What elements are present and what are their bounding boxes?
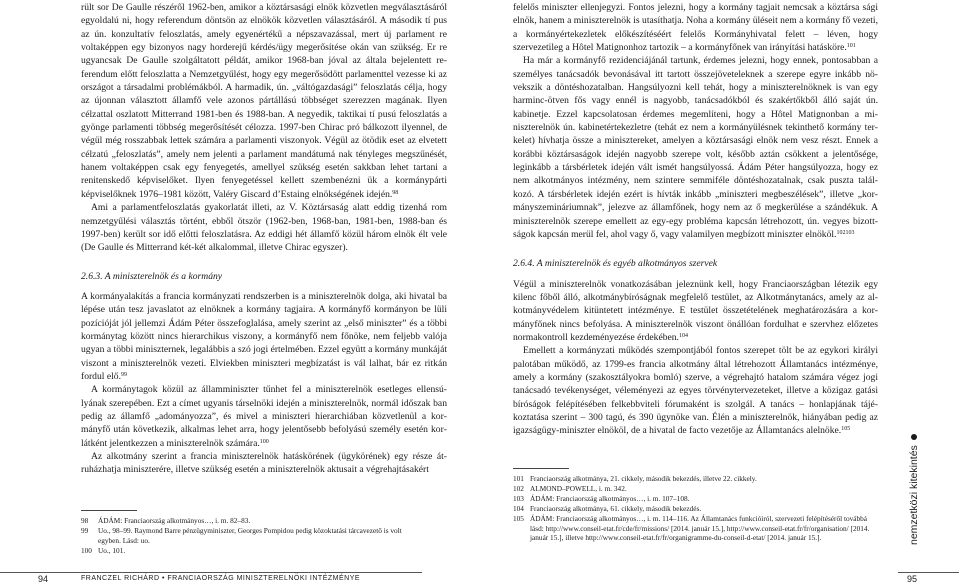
running-head: FRANCZEL RICHÁRD • FRANCIAORSZÁG MINISZTERELNÖKI INTÉZMÉNYE (81, 575, 361, 582)
footnote: 101 Franciaország alkotmánya, 21. cikkely, második bekezdés, illetve 22. cikkely. (513, 474, 757, 483)
side-label: nemzetközi kitekintés (908, 434, 920, 545)
footnote: 100 Uo., 101. (81, 545, 126, 555)
footnotes-right (513, 468, 879, 543)
paragraph: Végül a miniszterelnök vonatkozásában jeleznünk kell, hogy Franciaországban létezik egy kilenc főből álló, alkotmánybíróságnak megfelelő testület, az Alkotmánytanács, amely az al kotmányvédelem kitüntetett intézménye. E testület összetételének meghatározására a kor mányfőnek nincs befolyása. A miniszterelnök viszont önállóan fordulhat e szervhez előzetes normakontroll kezdeményezése érdekében.$^{104}$ (513, 278, 878, 343)
footnotes-left (81, 510, 411, 556)
footnote-ref[interactable]: 104 (678, 332, 688, 339)
section-heading: 2.6.4. A miniszterelnök és egyéb alkotmányos szervek (513, 258, 718, 270)
footnote-ref[interactable]: 99 (120, 371, 127, 378)
footnote-ref[interactable]: 101 (846, 43, 856, 50)
footnote: 105 ÁDÁM: Franciaország alkotmányos…, i. m. 114–116. Az Államtanács funkcióiról, szervezeti felépítéséről továbbá lásd: http://www.conseil-etat.fr/cde/fr/missions/ [2014. január 15.], http://www.conseil-etat.fr/fr/organisation/ [2014. január 15.], illetve http://www.conseil-etat.fr/fr/organigramme-du-conseil-d-etat/ [2014. január 15.]. (513, 513, 870, 543)
paragraph: Az alkotmány szerint a francia miniszterelnök hatáskörének (ügykörének) egy része át ruházhatja miniszterére, illetve szükség esetén a miniszterelnök aktusait a végrehajtásakért (81, 451, 447, 476)
footnote: 104 Franciaország alkotmánya, 61. cikkely, második bekezdés. (513, 503, 702, 513)
footnote-ref[interactable]: 103 (845, 229, 855, 236)
bullet-dot-icon (911, 434, 917, 440)
footnote: 103 ÁDÁM: Franciaország alkotmányos…, i. m. 107–108. (513, 493, 690, 503)
footnote-ref[interactable]: 102 (836, 229, 846, 236)
footnote: 98 ÁDÁM: Franciaország alkotmányos…, i. m. 82–83. (81, 516, 251, 525)
paragraph: Ami a parlamentfeloszlatás gyakorlatát illeti, az V. Köztársaság alatt eddig tizenhá rom nemzetgyűlési választás történt, ebből ötször (1962-ben, 1968-ban, 1981-ben, 1988-ban és 1997-ben) került sor idő előtti feloszlatásra. Az eddigi hét államfő közül három elnök élt vele (De Gaulle és Mitterrand két-két alkalommal, illetve Chirac egyszer). (81, 202, 447, 254)
paragraph: A kormányalakítás a francia kormányzati rendszerben is a miniszterelnök dolga, aki hivatal ba lépése után tesz javaslatot az elnöknek a kormány tagjaira. A kormányfő kormányon be lüli pozícióját jól jellemzi Ádám Péter összefoglalása, amely szerint az „első miniszter” és a többi kormánytag között nincs hierarchikus viszony, a kormányfő nem főnöke, nem feljebb valója ugyan a többi miniszternek, legalábbis a szó jogi értelmében. Ezzel együtt a kormány munkáját viszont a miniszterelnök vezeti. Elviekben miniszteri megbízatást is vál lalhat, bár ez ritkán fordul elő.$^{99}$ (81, 290, 447, 382)
left-column (81, 1, 447, 477)
footer-rule-right (898, 572, 959, 573)
footnote-ref[interactable]: 100 (259, 438, 269, 445)
paragraph: felelős miniszter ellenjegyzi. Fontos jelezni, hogy a kormány tagjait nemcsak a köztársa sági elnök, hanem a miniszterelnök is utasíthatja. Noha a kormány üléseit nem a kormány fő vezeti, a kormányértekezletek előkészítéséért felelős Kormányhivatal felett – léven, hogy szervezetileg a Hôtel Matignonhoz tartozik – a kormányfőnek van irányítási hatásköre.$^{101}$ (513, 2, 878, 54)
footnote-ref[interactable]: 105 (841, 426, 851, 433)
footnote-rule (81, 510, 137, 511)
paragraph: Ha már a kormányfő rezidenciájánál tartunk, érdemes jelezni, hogy ennek, pontosabban a személyes tanácsadók bevonásával itt tartott összejöveteleknek a szerepe egyre inkább nö vekszik a döntéshozatalban. Hangsúlyozni kell tehát, hogy a miniszterelnöknek is van egy harminc-ötven fős vagy ennél is nagyobb, tanácsadókból és szakértőkből álló saját ún. kabinetje. Ezzel kapcsolatosan érdemes megemlíteni, hogy a Hôtel Matignonban a mi niszterelnök ún. kabinetértekezletre (tehát ez nem a kormányülésnek tekinthető kormány ter kelet) hívhatja össze a minisztereket, amelyen a köztársasági elnök nem vesz részt. Ennek a korábbi köztársaságok idején nagyobb szerepe volt, később aztán csökkent a jelentősége, leginkább a társbérletek idején vált ismét hangsúlyossá. Ádám Péter hangsúlyozza, hogy ez nem alkotmányos intézmény, nem szintere semmiféle döntéshozatalnak, csak puszta talál kozó. A társbérletek idején ezért is hívták inkább „miniszteri megbeszélések”, illetve „kor mányszemináriumnak”, jelezve az államfőnek, hogy nem az ő megkerülése a szándékuk. A miniszterelnök szerepe emellett az egy-egy probléma kapcsán létrehozott, ún. vegyes bizott ságok kapcsán merül fel, ahol vagy ő, vagy valamilyen megbízott miniszter elnököl.$^{102103}$ (513, 55, 878, 240)
footnote-ref[interactable]: 98 (392, 189, 399, 196)
right-column (513, 1, 878, 438)
footnote: 102 ALMOND–POWELL, i. m. 342. (513, 483, 627, 493)
footnote: 99 Uo., 98–99. Raymond Barre pénzügyminiszter, Georges Pompidou pedig közoktatási tárcavezető is volt egyben. Lásd: uo. (81, 525, 402, 545)
page-number-left: 94 (38, 574, 49, 584)
paragraph: rült sor De Gaulle részéről 1962-ben, amikor a köztársasági elnök közvetlen megválasztásáról egyoldalú ni, hogy referendum döntsön az elnökök közvetlen választásáról. A második tí pus az ún. konzultatív feloszlatás, amely egyenértékű a népszavazással, mert új parlament re voltaképpen egy bizonyos nagy horderejű kérdés/ügy megerősítése okán van szükség. Er re ugyancsak De Gaulle szolgáltatott példát, amikor 1968-ban jóval az általa bejelentett re ferendum előtt feloszlatta a Nemzetgyűlést, hogy egy megerősödött parlamenttel vezesse ki az országot a társadalmi problémákból. A harmadik, ún. „váltógazdasági” feloszlatás célja, hogy az újonnan választott államfő vele azonos pártállású többséget szerezzen magának. Ilyen célzattal oszlatott Mitterrand 1981-ben és 1988-ban. A negyedik, taktikai tí pusú feloszlatás a gyönge parlamenti többség megerősítését célozza. 1997-ben Chirac pró bálkozott ilyennel, de végül még rosszabbak lettek számára a parlamenti viszonyok. Végül az ötödik eset az elvetett célzatú „feloszlatás”, amely nem jelenti a parlament mandátumá nak tényleges megszűnését, hanem voltaképpen csak egy fenyegetés, amellyel szükség esetén sakkban lehet tartani a renitenskedő képviselőket. Ilyen fenyegetéssel kellett szembenézni ük a kormánypárti képviselőknek 1976–1981 között, Valéry Giscard d’Estaing elnökségének idején.$^{98}$ (81, 2, 447, 200)
page-number-right: 95 (907, 574, 918, 584)
paragraph: A kormánytagok közül az államminiszter tűnhet fel a miniszterelnök esetleges ellensú lyának szerepében. Ezt a címet ugyanis társelnöki idején a miniszterelnök, normál időszak ban pedig az államfő „adományozza”, és mivel a miniszteri hierarchiában közvetlenül a kor mányfő után következik, alkalmas lehet arra, hogy jelentősebb befolyású személy esetén kor látként jelentkezzen a miniszterelnök számára.$^{100}$ (81, 384, 447, 449)
footer-rule-left (0, 572, 422, 573)
paragraph: Emellett a kormányzati működés szempontjából fontos szerepet tölt be az egykori királyi palotában működő, az 1799-es francia alkotmány által létrehozott Államtanács intézménye, amely a kormány (szakosztályokra bomló) szerve, a végrehajtó hatalom számára végez jogi tanácsadó tevékenységet, véleményezi az egyes törvénytervezeteket, illetve a közigaz gatási bíróságok felépítésében felkebbviteli fórumaként is szolgál. A tanács – honlapjának tájé koztatása szerint – 300 tagú, és 390 ügynöke van. Élén a miniszterelnök, hiányában pedig az igazságügy-miniszter elnököl, de a hivatal de facto vezetője az Államtanács alelnöke.$^{105}$ (513, 345, 878, 437)
section-heading: 2.6.3. A miniszterelnök és a kormány (81, 270, 223, 282)
footnote-rule (513, 468, 569, 469)
